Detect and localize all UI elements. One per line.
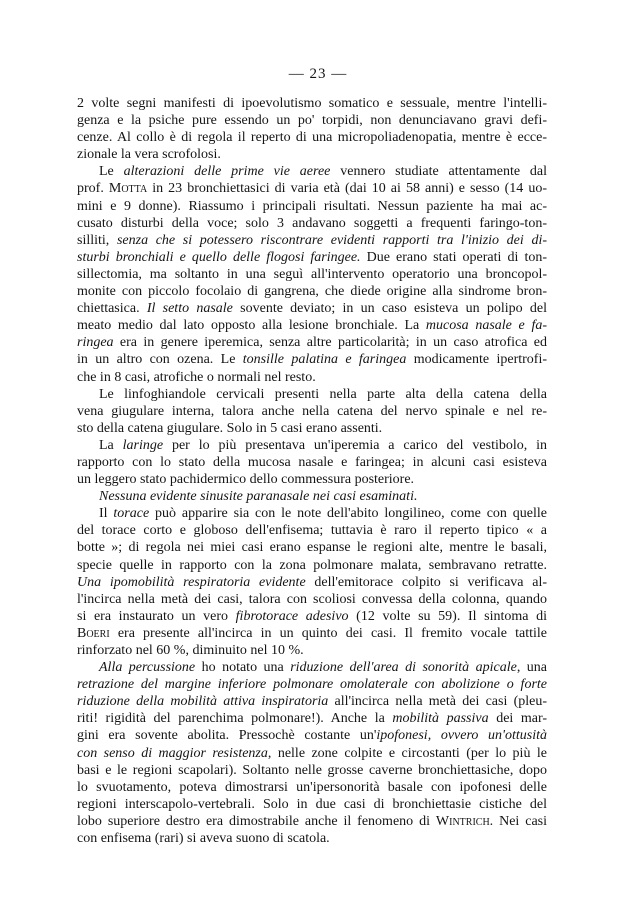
text-run: sto della catena giugulare. Solo in 5 casi erano assenti. (77, 420, 383, 436)
paragraph-7 (77, 659, 547, 847)
italic-run: Il setto nasale (146, 301, 233, 317)
text-run: 2 volte segni manifesti di ipoevolutismo somatico e sessuale, mentre l'intelli- (77, 96, 547, 111)
text-line (77, 249, 547, 266)
text-run: monite con piccolo focolaio di gangrena, che diede origine alla sindrome bron- (77, 284, 547, 300)
text-run: rinforzato nel 60 %, diminuito nel 10 %. (77, 643, 304, 658)
text-line (77, 129, 547, 146)
paragraph-6 (77, 505, 547, 659)
text-line (77, 762, 547, 779)
paragraph-2 (77, 163, 547, 385)
paragraph-4 (77, 437, 547, 488)
text-run: meato medio dal lato opposto alla lesione bronchiale. La (77, 318, 426, 334)
text-run: può apparire sia con le note dell'abito longilineo, come con quelle (149, 506, 547, 522)
text-run: modicamente ipertrofi- (406, 352, 548, 368)
italic-run: torace (113, 506, 150, 522)
text-run: l'incirca nella metà dei casi, talora con scoliosi convessa della colonna, quando (77, 591, 547, 607)
text-run: specie quelle in rapporto con la zona polmonare malata, sembravano retratte. (77, 557, 547, 573)
italic-run: mucosa nasale e fa- (425, 318, 547, 334)
text-run: vennero studiate attentamente dal (330, 164, 547, 180)
italic-run: con senso di maggior resistenza (77, 745, 268, 761)
text-line (77, 403, 547, 420)
text-line (77, 813, 547, 830)
text-run: gini era sovente abolita. Pressochè costante un' (77, 728, 377, 744)
page-number: — 23 — (288, 66, 348, 82)
italic-run: Alla percussione (99, 660, 196, 676)
text-run: ho notato una (195, 660, 291, 676)
text-run: Due erano stati operati di ton- (360, 249, 547, 265)
text-run: genza e la psiche pure essendo un po' torpidi, non denunciavano gravi defi- (77, 113, 547, 129)
text-line (77, 710, 547, 727)
text-run: rapporto con lo stato della mucosa nasale e faringea; in alcuni casi esisteva (77, 454, 547, 470)
italic-run: sturbi bronchiali e quello delle flogosi faringee. (77, 249, 361, 265)
text-line (77, 351, 547, 368)
text-run: del torace corto e globoso dell'enfisema; tuttavia è raro il reperto tipico « a (77, 523, 547, 539)
paragraph-5 (77, 488, 547, 505)
text-line (77, 522, 547, 539)
text-run: cusato disturbi della voce; solo 3 andavano soggetti a frequenti faringo-ton- (77, 215, 547, 231)
text-run: Il (99, 506, 114, 522)
italic-run: senza che si potessero riscontrare evidenti rapporti tra l'inizio dei di- (116, 232, 547, 248)
italic-run: retrazione del margine inferiore polmonare omolaterale con abolizione o forte (77, 677, 547, 693)
text-line (77, 676, 547, 693)
text-run: in 23 bronchiettasici di varia età (dai 10 ai 58 anni) e sesso (14 uo- (147, 181, 547, 197)
text-run: botte »; di regola nei miei casi erano espanse le regioni alte, mentre le basali, (77, 540, 547, 556)
text-run: La (99, 437, 123, 453)
text-line (77, 420, 547, 437)
text-line (77, 557, 547, 574)
text-run: per lo più presentava un'iperemia a carico del vestibolo, in (163, 437, 547, 453)
text-line (77, 591, 547, 608)
italic-run: riduzione dell'area di sonorità apicale (290, 660, 517, 676)
text-line (77, 659, 547, 676)
text-line (77, 779, 547, 796)
text-run: un leggero stato pachidermico dello commessura posteriore. (77, 472, 415, 488)
text-line (77, 386, 547, 403)
text-run: che in 8 casi, atrofiche o normali nel resto. (77, 369, 316, 385)
text-run: all'incirca nella metà dei casi (pleu- (328, 694, 547, 710)
text-line (77, 642, 547, 659)
text-line (77, 625, 547, 642)
text-run: vena giugulare interna, talora anche nella catena del nervo spinale e nel re- (77, 403, 547, 419)
text-run: si era instaurato un vero (77, 608, 236, 624)
text-run: lobo superiore destro era dimostrabile anche il fenomeno di (77, 813, 436, 829)
text-run: prof. (77, 181, 109, 197)
text-run: . Nei casi (489, 813, 548, 829)
paragraph-3 (77, 386, 547, 437)
text-line (77, 334, 547, 351)
text-line (77, 232, 547, 249)
text-run: chiettasica. (77, 301, 147, 317)
text-run: Le linfoghiandole cervicali presenti nella parte alta della catena della (99, 386, 547, 402)
text-line (77, 215, 547, 232)
italic-run: fibrotorace adesivo (235, 608, 349, 624)
text-run: cenze. Al collo è di regola il reperto di una micropoliadenopatia, mentre è ecce- (77, 130, 547, 146)
text-run: con enfisema (rari) si aveva suono di scatola. (77, 831, 330, 847)
text-line (77, 505, 547, 522)
text-line (77, 608, 547, 625)
text-run: lo svuotamento, poteva dimostrarsi un'ipersonorità basale con ipofonesi delle (77, 779, 547, 795)
text-line (77, 369, 547, 386)
text-line (77, 830, 547, 847)
italic-run: laringe (122, 437, 164, 453)
text-run: sillectomia, ma soltanto in una seguì all'intervento operatorio una broncopol- (77, 266, 547, 282)
italic-run: riduzione della mobilità attiva inspiratoria (77, 694, 329, 710)
text-line (77, 95, 547, 112)
text-run: basi e le regioni scapolari). Soltanto nelle grosse caverne bronchiettasiche, dopo (77, 762, 547, 778)
text-line (77, 317, 547, 334)
text-run: in un altro con ozena. Le (77, 352, 243, 368)
text-run: sovente deviato; in un caso esisteva un polipo del (232, 301, 548, 317)
italic-run: mobilità passiva (392, 711, 489, 727)
author-name: Wintrich (435, 813, 490, 829)
text-run: silliti, (77, 232, 117, 248)
author-name: Boeri (77, 625, 110, 641)
text-line (77, 471, 547, 488)
text-run: era in genere iperemica, senza altre particolarità; in un caso atrofica ed (113, 335, 547, 351)
text-line (77, 283, 547, 300)
text-line (77, 745, 547, 762)
text-run: dei mar- (488, 711, 548, 727)
italic-run: Una ipomobilità respiratoria evidente (77, 574, 306, 590)
text-line (77, 112, 547, 129)
text-run: (12 volte su 59). Il sintoma di (348, 608, 547, 624)
text-run: Le (99, 164, 124, 180)
text-line (77, 488, 547, 505)
body-text (77, 95, 547, 847)
italic-run: ringea (77, 335, 114, 351)
text-line (77, 180, 547, 197)
paragraph-1 (77, 95, 547, 163)
text-line (77, 574, 547, 591)
text-run: mini e 9 donne). Riassumo i principali risultati. Nessun paziente ha mai ac- (77, 198, 547, 214)
text-run: era presente all'incirca in un quinto dei casi. Il fremito vocale tattile (109, 625, 547, 641)
text-run: , nelle zone colpite e circostanti (per lo più le (267, 745, 547, 761)
text-line (77, 198, 547, 215)
italic-run: Nessuna evidente sinusite paranasale nei casi esaminati. (99, 489, 418, 505)
text-line (77, 163, 547, 180)
text-run: dell'emitorace colpito si verificava al- (305, 574, 547, 590)
text-line (77, 437, 547, 454)
text-line (77, 266, 547, 283)
text-run: regioni interscapolo-vertebrali. Solo in due casi di bronchiettasie cistiche del (77, 796, 547, 812)
italic-run: ipofonesi, ovvero un'ottusità (376, 728, 548, 744)
text-line (77, 146, 547, 163)
text-line (77, 693, 547, 710)
text-line (77, 796, 547, 813)
text-line (77, 727, 547, 744)
text-run: riti! rigidità del parenchima polmonare!). Anche la (77, 711, 393, 727)
text-line (77, 300, 547, 317)
text-run: zionale la vera scrofolosi. (77, 147, 221, 163)
author-name: Motta (108, 181, 148, 197)
italic-run: tonsille palatina e faringea (242, 352, 407, 368)
text-line (77, 539, 547, 556)
text-line (77, 454, 547, 471)
text-run: , una (516, 660, 547, 676)
italic-run: alterazioni delle prime vie aeree (123, 164, 331, 180)
